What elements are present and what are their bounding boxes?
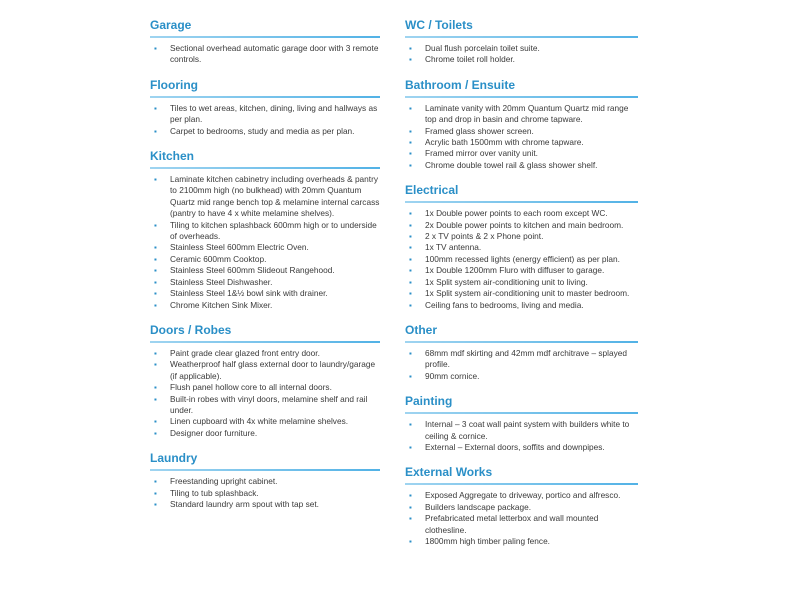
list-item — [150, 254, 380, 265]
section-heading: Flooring — [150, 77, 198, 92]
list-item — [405, 419, 638, 442]
list-item-text: Tiling to tub splashback. — [170, 487, 259, 498]
bullet-icon: ▪ — [154, 277, 157, 287]
section-laundry — [150, 439, 380, 510]
list-item — [405, 254, 638, 265]
list-item-text: Stainless Steel 600mm Slideout Rangehood. — [170, 265, 335, 276]
list-item-text: Paint grade clear glazed front entry door. — [170, 347, 320, 358]
list-item — [405, 536, 638, 547]
list-item — [405, 220, 638, 231]
list-item — [150, 277, 380, 288]
bullet-icon: ▪ — [409, 149, 412, 159]
list-item — [150, 300, 380, 311]
bullet-icon: ▪ — [409, 348, 412, 358]
list-item — [405, 137, 638, 148]
bullet-icon: ▪ — [409, 266, 412, 276]
bullet-icon: ▪ — [154, 220, 157, 230]
section-wc-toilets — [405, 0, 638, 66]
list-item — [405, 126, 638, 137]
list-item-text: Stainless Steel 1&½ bowl sink with drainer. — [170, 288, 328, 299]
bullet-icon: ▪ — [154, 300, 157, 310]
list-item-text: Tiling to kitchen splashback 600mm high or to underside of overheads. — [170, 219, 377, 242]
list-item — [405, 288, 638, 299]
bullet-icon: ▪ — [154, 243, 157, 253]
left-column — [150, 0, 380, 510]
list-item-text: Stainless Steel 600mm Electric Oven. — [170, 242, 309, 253]
list-item — [405, 54, 638, 65]
list-item — [150, 220, 380, 243]
bullet-icon: ▪ — [154, 360, 157, 370]
list-item-text: Ceiling fans to bedrooms, living and media. — [425, 299, 584, 310]
list-item-text: 1x Double 1200mm Fluro with diffuser to garage. — [425, 265, 605, 276]
list-item-text: Stainless Steel Dishwasher. — [170, 276, 273, 287]
list-item-text: Internal – 3 coat wall paint system with builders white to ceiling & cornice. — [425, 419, 630, 441]
list-item-text: Laminate vanity with 20mm Quantum Quartz mid range top and drop in basin and chrome tapware. — [425, 102, 629, 125]
bullet-icon: ▪ — [409, 220, 412, 230]
list-item — [405, 208, 638, 219]
list-item — [150, 382, 380, 393]
list-item — [405, 371, 638, 382]
bullet-icon: ▪ — [409, 243, 412, 253]
list-item — [150, 103, 380, 126]
section-flooring — [150, 66, 380, 137]
bullet-icon: ▪ — [409, 254, 412, 264]
bullet-icon: ▪ — [154, 348, 157, 358]
bullet-icon: ▪ — [154, 477, 157, 487]
bullet-icon: ▪ — [409, 502, 412, 512]
bullet-icon: ▪ — [409, 514, 412, 524]
bullet-icon: ▪ — [154, 383, 157, 393]
list-item-text: Laminate kitchen cabinetry including overheads & pantry to 2100mm high (no bulkhead) with 20mm Quantum Quartz mid range bench top & melamine internal carcass (pantry to have 4 x white melamine shelves). — [170, 174, 380, 219]
list-item — [405, 43, 638, 54]
bullet-icon: ▪ — [409, 442, 412, 452]
list-item — [150, 265, 380, 276]
list-item-text: Chrome double towel rail & glass shower shelf. — [425, 159, 598, 170]
list-item-text: 100mm recessed lights (energy efficient) as per plan. — [425, 253, 620, 264]
list-item — [150, 43, 380, 66]
section-painting — [405, 382, 638, 453]
list-item-text: Framed glass shower screen. — [425, 125, 534, 136]
section-heading: Other — [405, 322, 438, 337]
section-heading: Garage — [150, 18, 192, 32]
list-item-text: Framed mirror over vanity unit. — [425, 148, 538, 159]
list-item — [405, 300, 638, 311]
list-item — [150, 288, 380, 299]
list-item — [405, 348, 638, 371]
list-item-text: 1x Split system air-conditioning unit to living. — [425, 276, 588, 287]
list-item — [150, 394, 380, 417]
bullet-icon: ▪ — [409, 289, 412, 299]
list-item-text: Prefabricated metal letterbox and wall mounted clothesline. — [425, 513, 599, 535]
list-item — [405, 160, 638, 171]
list-item-text: Sectional overhead automatic garage door with 3 remote controls. — [170, 43, 379, 65]
bullet-icon: ▪ — [154, 488, 157, 498]
bullet-icon: ▪ — [154, 175, 157, 185]
list-item-text: Built-in robes with vinyl doors, melamine shelf and rail under. — [170, 393, 368, 415]
list-item-text: 1x Split system air-conditioning unit to master bedroom. — [425, 288, 630, 299]
list-item — [405, 265, 638, 276]
list-item-text: 68mm mdf skirting and 42mm mdf architrave – splayed profile. — [425, 347, 627, 370]
section-doors-robes — [150, 311, 380, 439]
right-column — [405, 0, 638, 547]
list-item — [150, 488, 380, 499]
section-heading: Doors / Robes — [150, 322, 232, 337]
bullet-icon: ▪ — [409, 491, 412, 501]
list-item — [150, 476, 380, 487]
section-heading: Electrical — [405, 183, 459, 198]
section-other — [405, 311, 638, 382]
bullet-icon: ▪ — [154, 394, 157, 404]
list-item-text: Dual flush porcelain toilet suite. — [425, 43, 540, 53]
section-electrical — [405, 171, 638, 311]
list-item-text: Weatherproof half glass external door to laundry/garage (if applicable). — [170, 359, 376, 381]
list-item-text: Chrome toilet roll holder. — [425, 54, 515, 65]
list-item — [405, 242, 638, 253]
section-heading: Painting — [405, 394, 453, 409]
section-bathroom-ensuite — [405, 66, 638, 171]
list-item-text: Exposed Aggregate to driveway, portico and alfresco. — [425, 490, 621, 501]
list-item-text: 2x Double power points to kitchen and main bedroom. — [425, 219, 624, 230]
section-heading: Bathroom / Ensuite — [405, 77, 516, 92]
bullet-icon: ▪ — [154, 428, 157, 438]
bullet-icon: ▪ — [409, 103, 412, 113]
list-item — [405, 490, 638, 501]
bullet-icon: ▪ — [409, 536, 412, 546]
bullet-icon: ▪ — [409, 232, 412, 242]
bullet-icon: ▪ — [409, 126, 412, 136]
section-heading: Kitchen — [150, 149, 195, 164]
section-external-works — [405, 453, 638, 547]
bullet-icon: ▪ — [409, 44, 412, 53]
list-item-text: Carpet to bedrooms, study and media as per plan. — [170, 125, 355, 136]
list-item-text: Freestanding upright cabinet. — [170, 476, 278, 487]
list-item — [405, 148, 638, 159]
list-item — [150, 126, 380, 137]
list-item-text: Builders landscape package. — [425, 501, 532, 512]
section-heading: WC / Toilets — [405, 18, 473, 32]
list-item — [150, 359, 380, 382]
bullet-icon: ▪ — [154, 417, 157, 427]
list-item-text: Designer door furniture. — [170, 427, 258, 438]
list-item — [150, 499, 380, 510]
list-item — [405, 513, 638, 536]
bullet-icon: ▪ — [409, 300, 412, 310]
list-item — [150, 174, 380, 220]
bullet-icon: ▪ — [409, 420, 412, 430]
list-item-text: Ceramic 600mm Cooktop. — [170, 253, 267, 264]
list-item-text: Acrylic bath 1500mm with chrome tapware. — [425, 137, 584, 148]
bullet-icon: ▪ — [154, 103, 157, 113]
bullet-icon: ▪ — [409, 55, 412, 65]
bullet-icon: ▪ — [409, 138, 412, 148]
bullet-icon: ▪ — [154, 266, 157, 276]
list-item-text: 1x TV antenna. — [425, 242, 482, 253]
list-item-text: Standard laundry arm spout with tap set. — [170, 498, 319, 509]
list-item-text: 2 x TV points & 2 x Phone point. — [425, 231, 544, 242]
bullet-icon: ▪ — [154, 44, 157, 53]
section-kitchen — [150, 137, 380, 311]
section-garage — [150, 0, 380, 66]
list-item — [405, 442, 638, 453]
list-item — [150, 428, 380, 439]
list-item — [405, 103, 638, 126]
list-item — [150, 348, 380, 359]
section-heading: Laundry — [150, 451, 198, 466]
list-item-text: Tiles to wet areas, kitchen, dining, living and hallways as per plan. — [170, 102, 378, 125]
bullet-icon: ▪ — [154, 499, 157, 509]
bullet-icon: ▪ — [154, 289, 157, 299]
bullet-icon: ▪ — [409, 371, 412, 381]
list-item-text: Flush panel hollow core to all internal doors. — [170, 382, 332, 393]
list-item — [405, 231, 638, 242]
list-item-text: 1800mm high timber paling fence. — [425, 535, 550, 546]
list-item — [405, 502, 638, 513]
section-heading: External Works — [405, 465, 493, 480]
list-item — [150, 242, 380, 253]
list-item — [405, 277, 638, 288]
list-item-text: 90mm cornice. — [425, 370, 480, 381]
bullet-icon: ▪ — [154, 254, 157, 264]
bullet-icon: ▪ — [409, 160, 412, 170]
list-item-text: 1x Double power points to each room except WC. — [425, 208, 608, 219]
bullet-icon: ▪ — [154, 126, 157, 136]
bullet-icon: ▪ — [409, 277, 412, 287]
list-item-text: Linen cupboard with 4x white melamine shelves. — [170, 416, 349, 427]
list-item — [150, 416, 380, 427]
list-item-text: External – External doors, soffits and downpipes. — [425, 441, 605, 452]
bullet-icon: ▪ — [409, 209, 412, 219]
list-item-text: Chrome Kitchen Sink Mixer. — [170, 299, 273, 310]
